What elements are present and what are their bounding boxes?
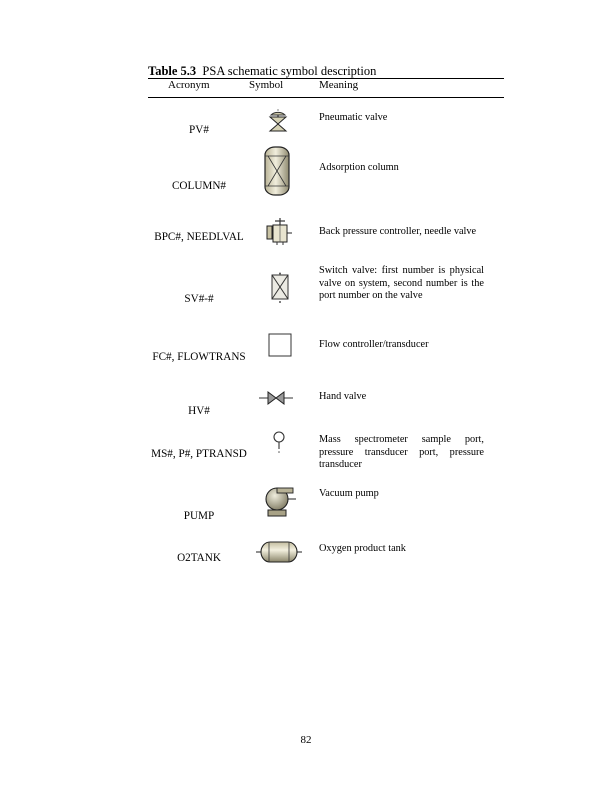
acronym-column: COLUMN# (171, 180, 227, 192)
flow-controller-icon (268, 333, 292, 357)
table-caption (148, 64, 376, 79)
meaning-hv: Hand valve (319, 391, 367, 402)
header-acronym: Acronym (168, 79, 210, 91)
meaning-pump: Vacuum pump (319, 488, 379, 499)
acronym-pump: PUMP (183, 510, 215, 522)
pneumatic-valve-icon (262, 106, 294, 140)
acronym-hv: HV# (188, 405, 210, 417)
adsorption-column-icon (262, 145, 292, 197)
meaning-sv: Switch valve: first number is physical valve on system, second number is the port number on the valve (319, 265, 484, 302)
acronym-pv: PV# (189, 124, 209, 136)
meaning-pv: Pneumatic valve (319, 112, 388, 123)
switch-valve-icon (270, 272, 290, 304)
acronym-sv: SV#-# (184, 293, 214, 305)
vacuum-pump-icon (262, 484, 298, 518)
acronym-bpc: BPC#, NEEDLVAL (154, 231, 244, 243)
meaning-fc: Flow controller/transducer (319, 339, 429, 350)
header-bottom-rule (148, 97, 504, 98)
header-symbol: Symbol (249, 79, 284, 91)
sample-port-icon (272, 430, 286, 454)
acronym-ms: MS#, P#, PTRANSD (151, 448, 247, 460)
page-number: 82 (300, 734, 312, 746)
table-title: PSA schematic symbol description (202, 64, 377, 78)
oxygen-tank-icon (256, 540, 302, 564)
acronym-o2tank: O2TANK (177, 552, 221, 564)
header-meaning: Meaning (319, 79, 359, 91)
hand-valve-icon (258, 390, 294, 406)
table-label: Table 5.3 (148, 64, 197, 78)
meaning-o2tank: Oxygen product tank (319, 543, 406, 554)
meaning-ms: Mass spectrometer sample port, pressure transducer port, pressure transducer (319, 434, 484, 471)
acronym-fc: FC#, FLOWTRANS (152, 351, 246, 363)
meaning-column: Adsorption column (319, 162, 399, 173)
back-pressure-controller-icon (265, 217, 295, 247)
meaning-bpc: Back pressure controller, needle valve (319, 226, 477, 237)
